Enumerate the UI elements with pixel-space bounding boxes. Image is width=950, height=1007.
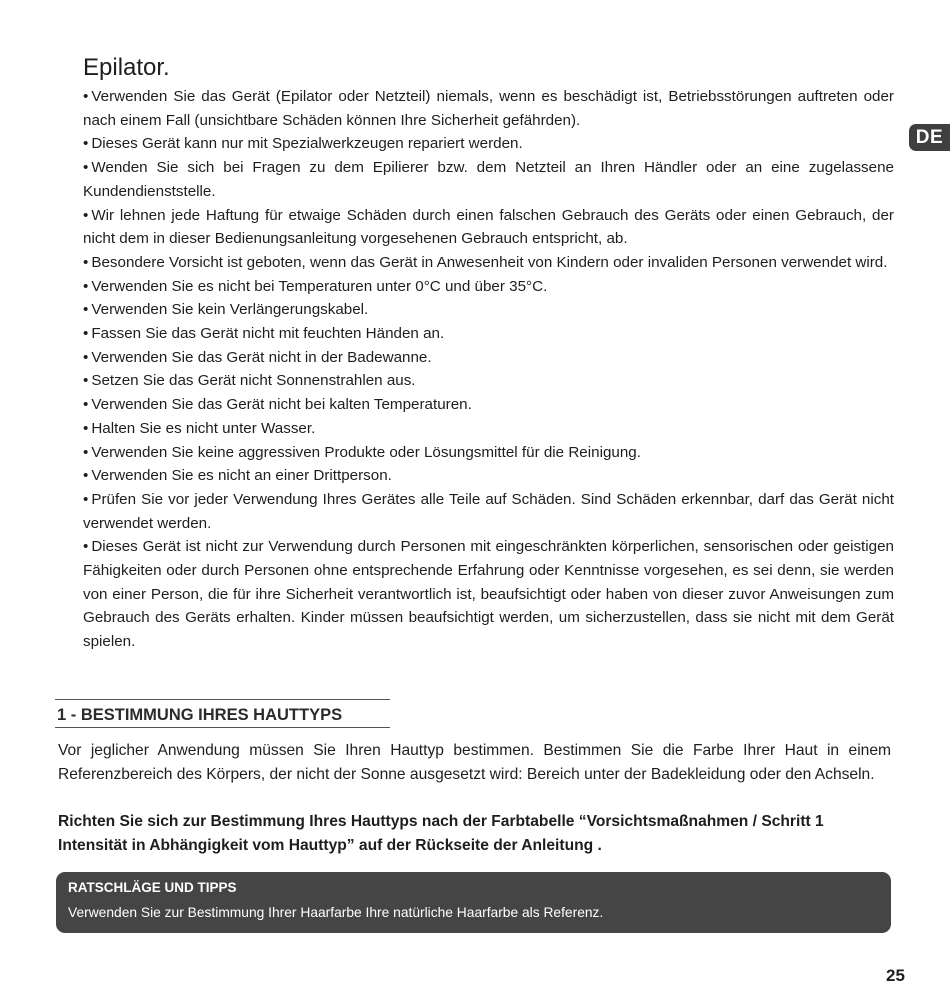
bullet-dot-icon: • xyxy=(83,301,89,319)
bullet-text: Verwenden Sie das Gerät nicht in der Badewanne. xyxy=(91,348,432,366)
bullet-dot-icon: • xyxy=(83,348,89,366)
skin-type-reference-note: Richten Sie sich zur Bestimmung Ihres Hauttyps nach der Farbtabelle “Vorsichtsmaßnahmen / Schritt 1 Intensität in Abhängigkeit vom Hauttyp” auf der Rückseite der Anleitung . xyxy=(58,813,824,854)
safety-bullet-item xyxy=(83,132,894,156)
bullet-dot-icon: • xyxy=(83,443,89,461)
bullet-dot-icon: • xyxy=(83,253,89,271)
bullet-text: Verwenden Sie das Gerät (Epilator oder Netzteil) niemals, wenn es beschädigt ist, Betriebsstörungen auftreten oder nach einem Fall (unsichtbare Schäden können Ihre Sicherheit gefährden). xyxy=(83,88,894,129)
bullet-text: Verwenden Sie kein Verlängerungskabel. xyxy=(91,301,369,319)
bullet-dot-icon: • xyxy=(83,396,89,414)
bullet-text: Verwenden Sie keine aggressiven Produkte oder Lösungsmittel für die Reinigung. xyxy=(91,443,641,461)
safety-bullet-item xyxy=(83,464,894,488)
bullet-dot-icon: • xyxy=(83,325,89,343)
safety-bullet-item xyxy=(83,85,894,132)
bullet-text: Verwenden Sie es nicht bei Temperaturen unter 0°C und über 35°C. xyxy=(91,277,548,295)
bullet-text: Dieses Gerät ist nicht zur Verwendung durch Personen mit eingeschränkten körperlichen, sensorischen oder geistigen Fähigkeiten oder durch Personen ohne entsprechende Erfahrung oder Kenntnisse vorgesehen, es sei denn, sie werden von einer Person, die für ihre Sicherheit verantwortlich ist, beaufsichtigt oder haben von dieser zuvor Anweisungen zum Gebrauch des Geräts erhalten. Kinder müssen beaufsichtigt werden, um sicherzustellen, dass sie nicht mit dem Gerät spielen. xyxy=(83,538,894,651)
safety-bullet-item xyxy=(83,393,894,417)
bullet-dot-icon: • xyxy=(83,159,89,177)
tips-title: RATSCHLÄGE UND TIPPS xyxy=(68,880,237,895)
tips-box xyxy=(56,872,891,933)
safety-bullet-item xyxy=(83,156,894,203)
bullet-dot-icon: • xyxy=(83,88,89,105)
bullet-dot-icon: • xyxy=(83,467,89,485)
bullet-dot-icon: • xyxy=(83,277,89,295)
section-bottom-rule xyxy=(55,727,390,728)
bullet-text: Wenden Sie sich bei Fragen zu dem Epilierer bzw. dem Netzteil an Ihren Händler oder an eine zugelassene Kundendienststelle. xyxy=(83,159,894,200)
bullet-text: Verwenden Sie das Gerät nicht bei kalten Temperaturen. xyxy=(91,396,472,414)
language-tab: DE xyxy=(909,124,950,151)
bullet-text: Fassen Sie das Gerät nicht mit feuchten Händen an. xyxy=(91,325,445,343)
bullet-text: Prüfen Sie vor jeder Verwendung Ihres Gerätes alle Teile auf Schäden. Sind Schäden erkennbar, darf das Gerät nicht verwendet werden. xyxy=(83,490,894,532)
bullet-dot-icon: • xyxy=(83,538,89,556)
safety-bullet-item xyxy=(83,369,894,393)
bullet-text: Wir lehnen jede Haftung für etwaige Schäden durch einen falschen Gebrauch des Geräts oder einen Gebrauch, der nicht dem in dieser Bedienungsanleitung vorgesehenen Gebrauch entspricht, ab. xyxy=(83,206,894,248)
bullet-dot-icon: • xyxy=(83,135,89,153)
tips-text: Verwenden Sie zur Bestimmung Ihrer Haarfarbe Ihre natürliche Haarfarbe als Referenz. xyxy=(68,905,604,920)
safety-bullet-item xyxy=(83,346,894,370)
bullet-text: Dieses Gerät kann nur mit Spezialwerkzeugen repariert werden. xyxy=(91,135,523,153)
bullet-text: Verwenden Sie es nicht an einer Drittperson. xyxy=(91,467,392,485)
bullet-dot-icon: • xyxy=(83,372,89,390)
skin-type-paragraph: Vor jeglicher Anwendung müssen Sie Ihren Hauttyp bestimmen. Bestimmen Sie die Farbe Ihrer Haut in einem Referenzbereich des Körpers, der nicht der Sonne ausgesetzt wird: Bereich unter der Badekleidung oder den Achseln. xyxy=(58,742,891,783)
bullet-dot-icon: • xyxy=(83,490,89,508)
bullet-text: Setzen Sie das Gerät nicht Sonnenstrahlen aus. xyxy=(91,372,416,390)
safety-bullet-item xyxy=(83,488,894,535)
safety-bullet-item xyxy=(83,322,894,346)
safety-bullet-item xyxy=(83,535,894,654)
bullet-text: Besondere Vorsicht ist geboten, wenn das Gerät in Anwesenheit von Kindern oder invaliden Personen verwendet wird. xyxy=(91,253,888,271)
safety-bullet-item xyxy=(83,441,894,465)
bullet-dot-icon: • xyxy=(83,419,89,437)
bullet-text: Halten Sie es nicht unter Wasser. xyxy=(91,419,316,437)
safety-bullet-item xyxy=(83,204,894,251)
page-number: 25 xyxy=(886,966,905,985)
bullet-dot-icon: • xyxy=(83,206,89,224)
section-top-rule xyxy=(55,699,390,700)
safety-bullet-item xyxy=(83,251,894,275)
safety-bullet-item xyxy=(83,298,894,322)
page-title: Epilator. xyxy=(83,54,170,81)
safety-bullet-list xyxy=(83,85,894,654)
section-heading: 1 - BESTIMMUNG IHRES HAUTTYPS xyxy=(57,706,343,724)
safety-bullet-item xyxy=(83,275,894,299)
safety-bullet-item xyxy=(83,417,894,441)
